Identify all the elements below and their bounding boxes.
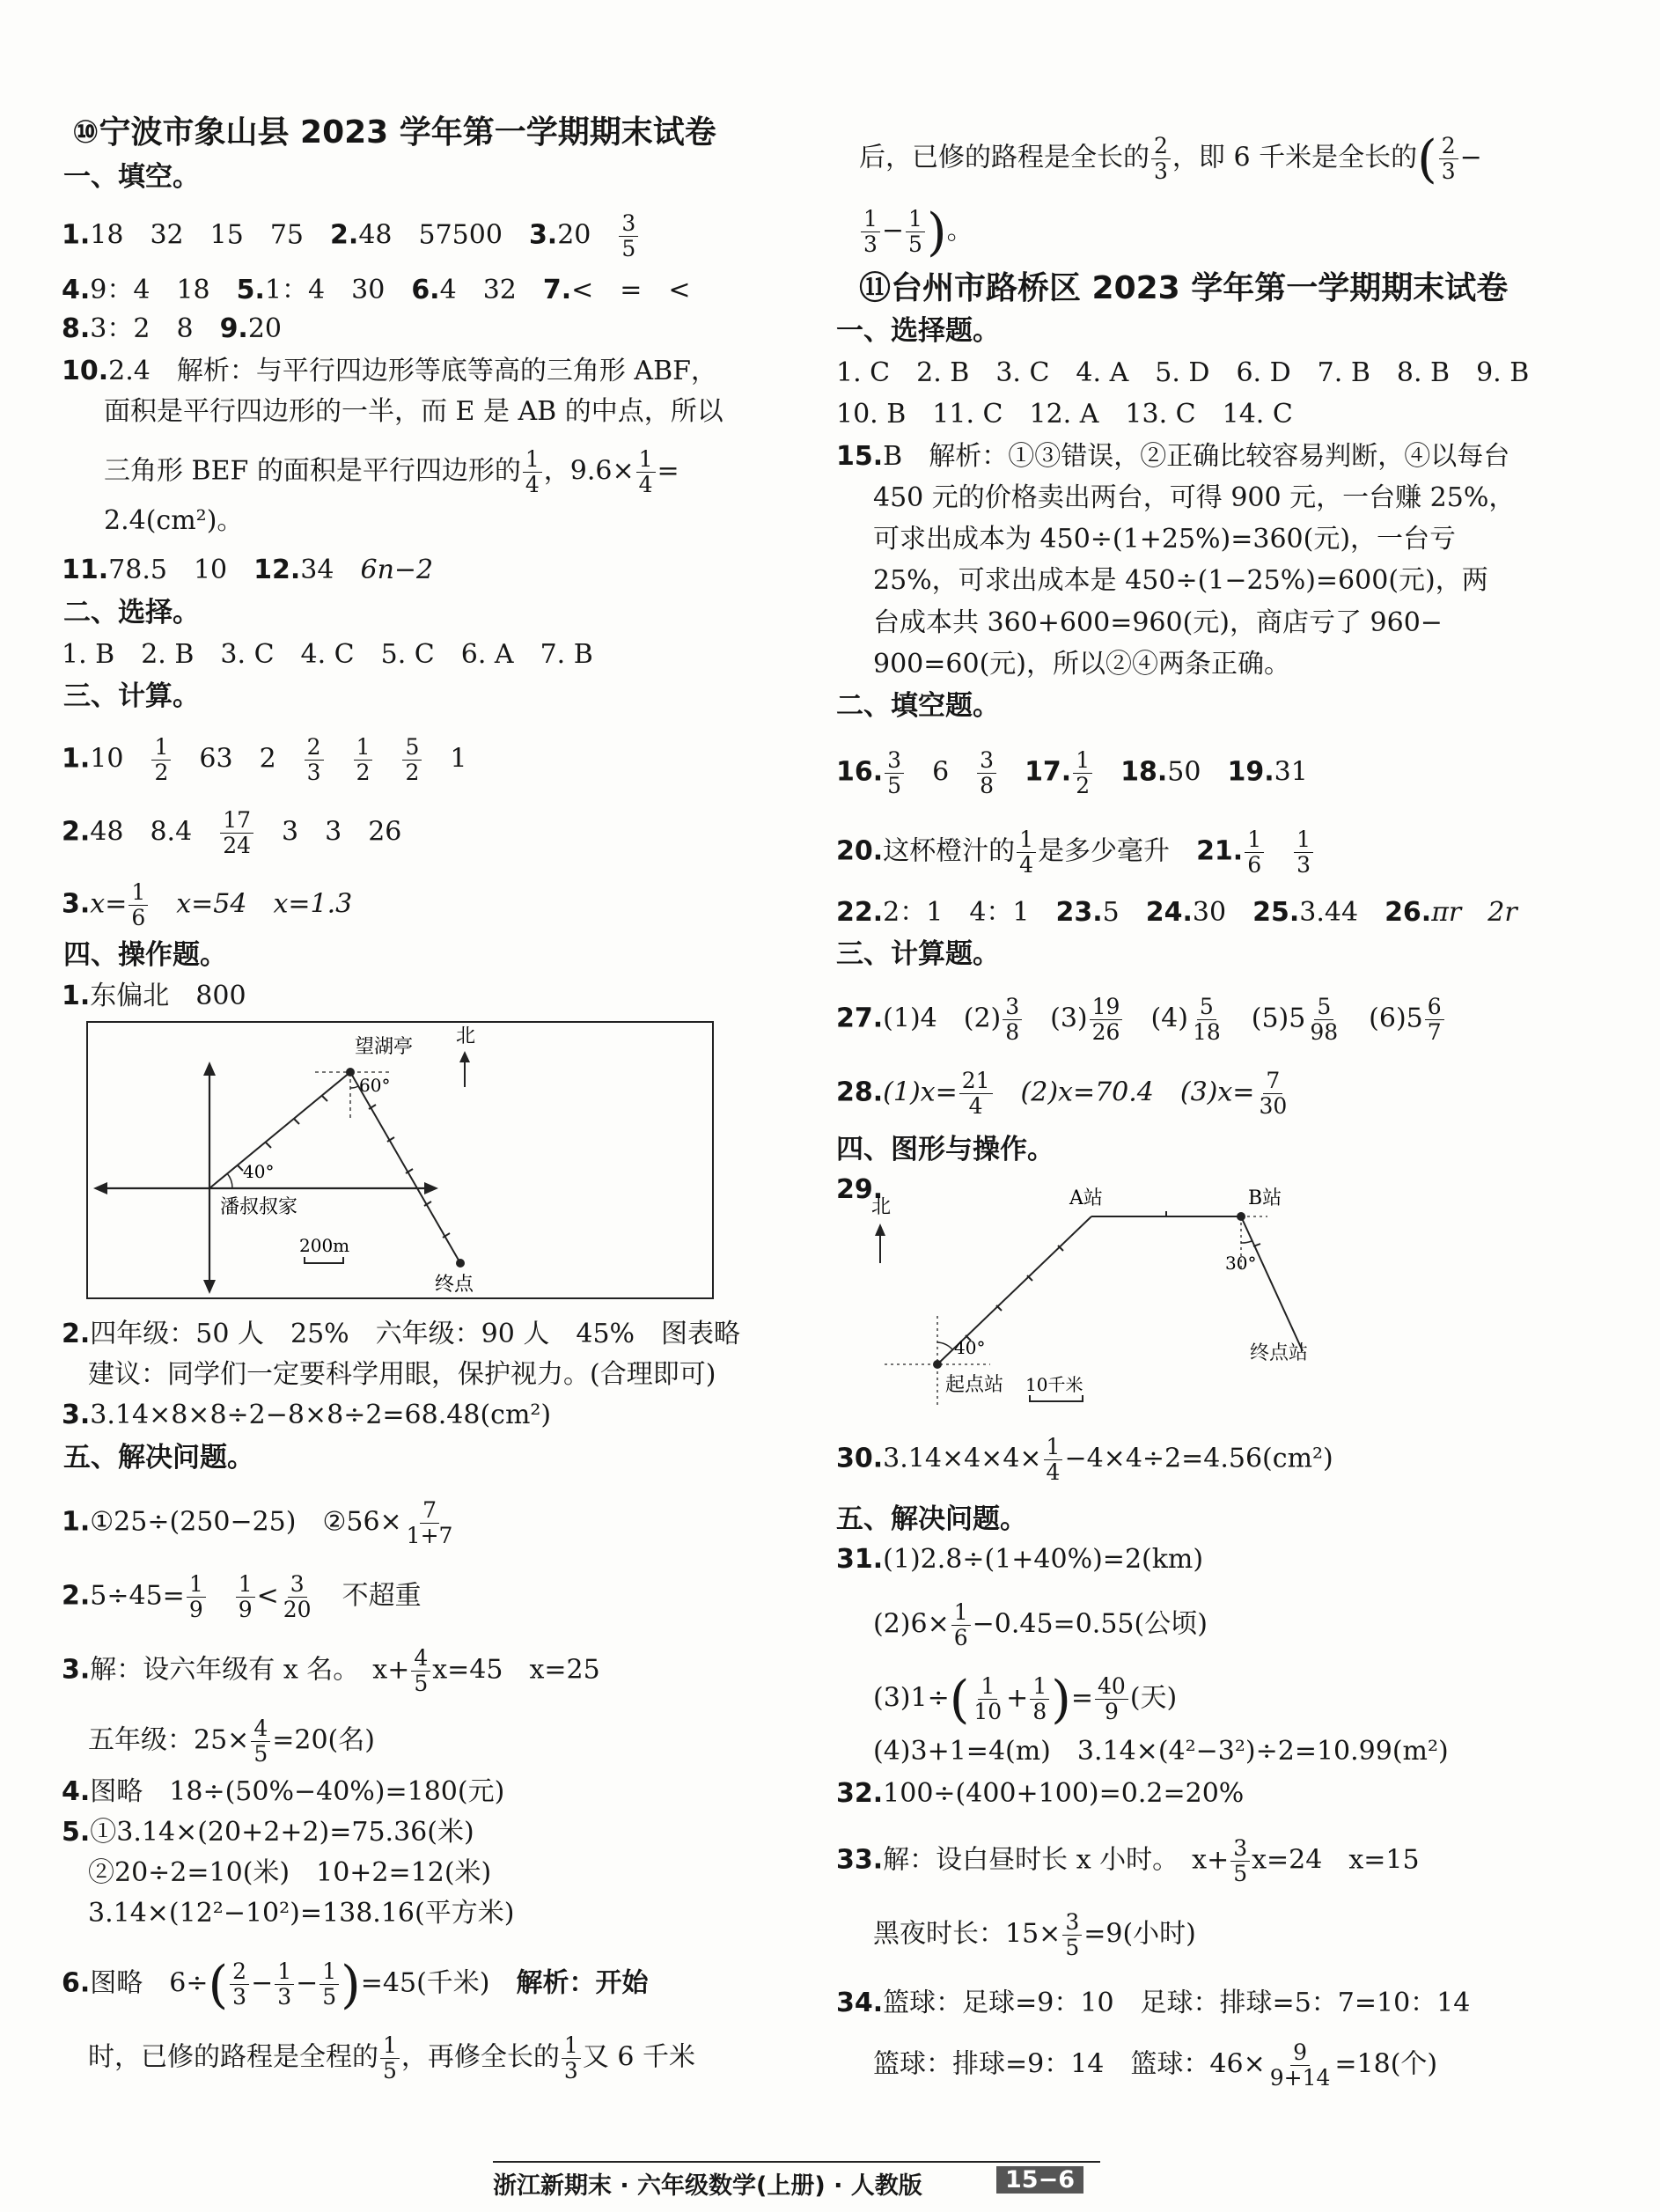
scale-label: 10千米 [1025,1374,1083,1395]
north-label: 北 [871,1196,892,1218]
section-solve: 五、解决问题。 [63,1442,254,1473]
answer-29: 29. [836,1174,884,1205]
footer-title: 浙江新期末 · 六年级数学(上册) · 人教版 [493,2172,922,2200]
fraction: $\frac{5}{18}$ [1192,994,1221,1045]
direction-diagram-1 [86,1021,714,1299]
fraction: $\frac{5}{2}$ [402,735,422,785]
section-operation: 四、操作题。 [63,939,227,971]
operation-line-2: 2.四年级：50 人 25% 六年级：90 人 45% 图表略 [62,1319,741,1349]
answer-31-2: (2)6× $\frac{1}{6}$ −0.45=0.55(公顷) [873,1599,1208,1650]
fraction: $\frac{1}{3}$ [275,1959,294,2010]
fraction: $\frac{5}{98}$ [1310,994,1339,1045]
answer-line-10c: 三角形 BEF 的面积是平行四边形的 $\frac{1}{4}$ ，9.6× $\frac{1}{4}$ = [104,446,679,497]
solve-line-5b: ②20÷2=10(米) 10+2=12(米) [88,1857,492,1888]
answer-30: 30.3.14×4×4× $\frac{1}{4}$ −4×4÷2=4.56(cm²) [836,1434,1333,1485]
section-calc: 三、计算。 [63,680,200,712]
answer-34: 34.篮球：足球=9：10 足球：排球=5：7=10：14 [836,1988,1471,2018]
fraction: $\frac{7}{1+7}$ [406,1497,453,1548]
fraction: $\frac{40}{9}$ [1095,1674,1128,1724]
operation-line-3: 3.3.14×8×8÷2−8×8÷2=68.48(cm²) [62,1400,552,1430]
label-lookout: 望湖亭 [355,1036,414,1058]
calc-line-1: 1.10 $\frac{1}{2}$ 63 2 $\frac{2}{3}$ $\frac{1}{2}$ $\frac{5}{2}$ 1 [62,734,467,785]
continued-line-2: $\frac{1}{3}$ − $\frac{1}{5}$ )。 [859,207,973,257]
solve-line-6: 6.图略 6÷( $\frac{2}{3}$ − $\frac{1}{3}$ − $\frac{1}{5}$ )=45(千米) 解析：开始 [62,1954,649,2015]
answer-line-11: 11.78.5 10 12.34 6n−2 [62,555,434,585]
fraction: $\frac{2}{3}$ [1151,134,1171,184]
solve-line-2: 2.5÷45= $\frac{1}{9}$ $\frac{1}{9}$ < $\frac{3}{20}$ 不超重 [62,1571,422,1622]
section-solve-2: 五、解决问题。 [836,1503,1027,1535]
select-answers-2: 10. B 11. C 12. A 13. C 14. C [836,399,1293,430]
fraction: $\frac{7}{30}$ [1259,1068,1288,1119]
answer-line-10b: 面积是平行四边形的一半，而 E 是 AB 的中点，所以 [104,396,723,427]
solve-line-1: 1.①25÷(250−25) ②56× $\frac{7}{1+7}$ [62,1498,457,1548]
fraction: $\frac{2}{3}$ [1439,134,1458,184]
test-title-11: ⑪台州市路桥区 2023 学年第一学期期末试卷 [859,270,1509,306]
fraction: $\frac{4}{5}$ [251,1716,270,1767]
start-station-label: 起点站 [945,1374,1004,1396]
section-select: 一、选择题。 [836,315,1000,347]
solve-line-3: 3.解：设六年级有 x 名。 x+ $\frac{4}{5}$ x=45 x=25 [62,1645,600,1696]
station-a-label: A站 [1069,1187,1103,1209]
label-end: 终点 [435,1274,474,1296]
fraction: $\frac{6}{7}$ [1425,995,1444,1045]
fraction: $\frac{1}{5}$ [380,2033,400,2083]
answer-31-4: (4)3+1=4(m) 3.14×(4²−3²)÷2=10.99(m²) [873,1736,1449,1767]
answer-line-8: 8.3：2 8 9.20 [62,313,283,344]
label-home: 潘叔叔家 [220,1196,298,1218]
calc-line-2: 2.48 8.4 $\frac{17}{24}$ 3 3 26 [62,807,402,858]
answer-33-2: 黑夜时长：15× $\frac{3}{5}$ =9(小时) [873,1909,1196,1960]
continued-line-1: 后，已修的路程是全长的 $\frac{2}{3}$ ，即 6 千米是全长的( $\frac{2}{3}$ − [859,129,1482,189]
fraction: $\frac{3}{5}$ [1062,1910,1082,1960]
fraction: $\frac{1}{5}$ [906,207,925,257]
choice-answers: 1. B 2. B 3. C 4. C 5. C 6. A 7. B [62,639,593,670]
page-footer [493,2161,1100,2201]
answer-line-4: 4.9：4 18 5.1：4 30 6.4 32 7.< = < [62,275,691,305]
solve-line-3b: 五年级：25× $\frac{4}{5}$ =20(名) [88,1716,375,1767]
fraction: $\frac{1}{6}$ [1245,827,1264,878]
answer-15: 15.B 解析：①③错误，②正确比较容易判断，④以每台 [836,441,1510,472]
answer-15-l6: 900=60(元)，所以②④两条正确。 [873,649,1290,680]
solve-line-5: 5.①3.14×(20+2+2)=75.36(米) [62,1817,474,1848]
operation-line-2b: 建议：同学们一定要科学用眼，保护视力。(合理即可) [88,1359,716,1390]
fraction: $\frac{1}{9}$ [236,1572,255,1622]
fraction: $\frac{2}{3}$ [305,735,324,785]
fraction: $\frac{21}{4}$ [959,1069,993,1119]
select-answers-1: 1. C 2. B 3. C 4. A 5. D 6. D 7. B 8. B 9. B [836,357,1530,388]
angle-30-label: 30° [1225,1253,1257,1274]
fraction: $\frac{9}{9+14}$ [1269,2039,1331,2091]
answer-28: 28.(1)x= $\frac{21}{4}$ (2)x=70.4 (3)x= $\frac{7}{30}$ [836,1069,1291,1119]
angle-40-label: 40° [243,1161,275,1182]
solve-line-4: 4.图略 18÷(50%−40%)=180(元) [62,1776,505,1807]
fraction: $\frac{2}{3}$ [230,1959,249,2010]
fraction: $\frac{17}{24}$ [220,808,253,858]
fraction: $\frac{1}{3}$ [562,2033,581,2083]
answer-15-l5: 台成本共 360+600=960(元)，商店亏了 960− [873,607,1443,638]
fraction: $\frac{1}{6}$ [951,1600,971,1650]
answer-27: 27.(1)4 (2) $\frac{3}{8}$ (3) $\frac{19}{26}$ (4) $\frac{5}{18}$ (5)5 $\frac{5}{98}$ (6)5 $\frac{6}{7}$ [836,995,1446,1045]
fraction: $\frac{3}{5}$ [1230,1836,1250,1886]
calc-line-3: 3.x= $\frac{1}{6}$ x=54 x=1.3 [62,879,353,930]
fraction: $\frac{1}{3}$ [1294,827,1313,878]
answer-line-10d: 2.4(cm²)。 [104,505,244,536]
fraction: $\frac{3}{5}$ [885,748,904,798]
answer-15-l4: 25%，可求出成本是 450÷(1−25%)=600(元)，两 [873,565,1488,596]
fraction: $\frac{4}{5}$ [411,1646,430,1696]
answer-31: 31.(1)2.8÷(1+40%)=2(km) [836,1544,1204,1575]
fraction: $\frac{1}{4}$ [636,447,656,497]
fraction: $\frac{3}{20}$ [283,1571,312,1622]
answer-33: 33.解：设白昼时长 x 小时。 x+ $\frac{3}{5}$ x=24 x=15 [836,1835,1420,1886]
section-calc-2: 三、计算题。 [836,938,1000,970]
fraction: $\frac{1}{10}$ [973,1673,1003,1724]
angle-60-label: 60° [359,1075,391,1096]
section-fill-2: 二、填空题。 [836,690,1000,722]
fraction: $\frac{1}{6}$ [129,880,148,930]
fraction: $\frac{1}{4}$ [523,447,542,497]
fraction: $\frac{1}{2}$ [1073,748,1092,798]
answer-22: 22.2：1 4：1 23.5 24.30 25.3.44 26.πr 2r [836,897,1517,928]
page-number-badge: 15−6 [996,2166,1083,2194]
fraction: $\frac{1}{2}$ [354,735,373,785]
station-b-label: B站 [1248,1187,1282,1209]
solve-line-5c: 3.14×(12²−10²)=138.16(平方米) [88,1898,515,1929]
fraction: $\frac{1}{4}$ [1044,1435,1063,1485]
section-choice: 二、选择。 [63,597,200,628]
end-station-label: 终点站 [1250,1342,1309,1364]
fraction: $\frac{3}{8}$ [1003,995,1022,1045]
fraction: $\frac{1}{9}$ [187,1572,206,1622]
fraction: $\frac{3}{8}$ [977,748,996,798]
answer-line-1: 1.18 32 15 75 2.48 57500 3.20 $\frac{3}{5}$ [62,211,640,261]
fraction: $\frac{1}{3}$ [861,207,880,257]
answer-20: 20.这杯橙汁的 $\frac{1}{4}$ 是多少毫升 21. $\frac{1}{6}$ $\frac{1}{3}$ [836,827,1315,878]
section-figure: 四、图形与操作。 [836,1134,1054,1165]
fraction: $\frac{1}{4}$ [1017,827,1036,878]
operation-line-1: 1.东偏北 800 [62,981,246,1011]
angle-40-label: 40° [954,1337,986,1358]
answer-31-3: (3)1÷( $\frac{1}{10}$ + $\frac{1}{8}$ )= $\frac{40}{9}$ (天) [873,1669,1178,1730]
answer-15-l3: 可求出成本为 450÷(1+25%)=360(元)，一台亏 [873,524,1457,555]
answer-line-10: 10.2.4 解析：与平行四边形等底等高的三角形 ABF， [62,356,717,386]
scale-label: 200m [299,1235,350,1256]
answer-32: 32.100÷(400+100)=0.2=20% [836,1778,1245,1809]
north-label: 北 [456,1025,476,1047]
fraction: $\frac{1}{8}$ [1030,1674,1049,1724]
test-title-10: ⑩宁波市象山县 2023 学年第一学期期末试卷 [72,114,716,151]
fraction: $\frac{3}{5}$ [619,211,638,261]
section-fill: 一、填空。 [63,161,200,193]
solve-line-6b: 时，已修的路程是全程的 $\frac{1}{5}$ ，再修全长的 $\frac{1}{3}$ 又 6 千米 [88,2032,695,2083]
fraction: $\frac{1}{5}$ [320,1959,339,2010]
answer-16: 16. $\frac{3}{5}$ 6 $\frac{3}{8}$ 17. $\frac{1}{2}$ 18.50 19.31 [836,747,1308,798]
answer-15-l2: 450 元的价格卖出两台，可得 900 元，一台赚 25%， [873,482,1516,513]
answer-34-2: 篮球：排球=9：14 篮球：46× $\frac{9}{9+14}$ =18(个) [873,2039,1438,2091]
fraction: $\frac{1}{2}$ [151,735,171,785]
fraction: $\frac{19}{26}$ [1090,995,1123,1045]
